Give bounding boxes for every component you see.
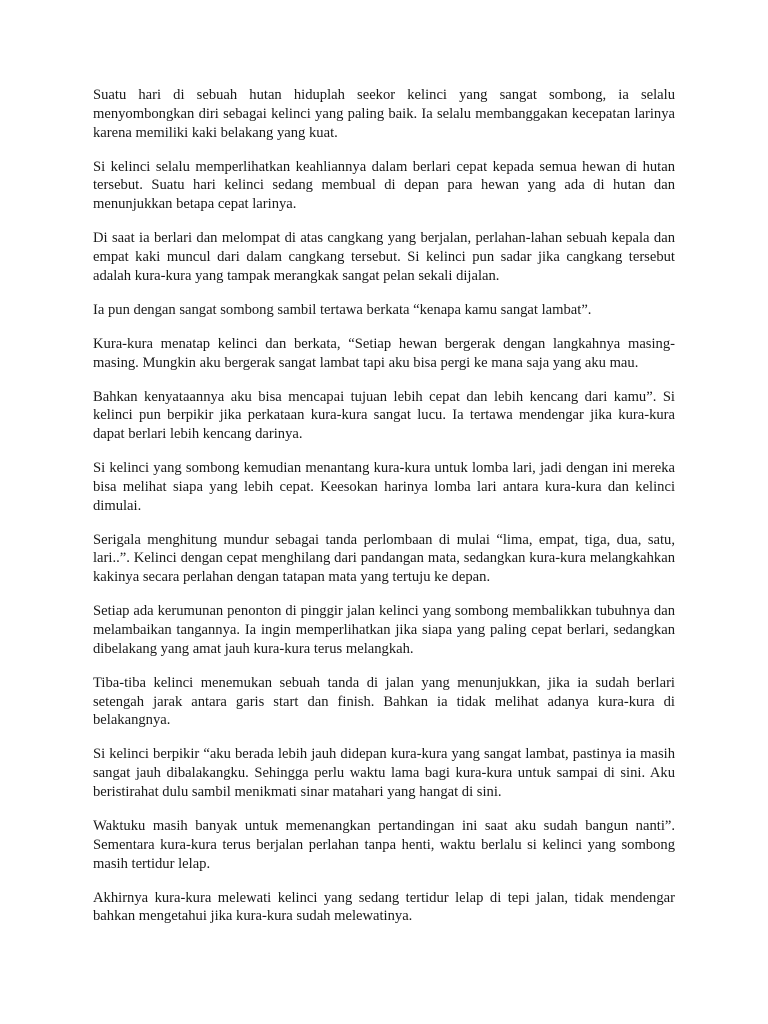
story-text xyxy=(93,86,675,941)
paragraph-10: Tiba-tiba kelinci menemukan sebuah tanda di jalan yang menunjukkan, jika ia sudah berlari setengah jarak antara garis start dan finish. Bahkan ia tidak melihat adanya kura-kura di belakangnya. xyxy=(93,674,675,729)
paragraph-7: Si kelinci yang sombong kemudian menantang kura-kura untuk lomba lari, jadi dengan ini mereka bisa melihat siapa yang lebih cepat. Keesokan harinya lomba lari antara kura-kura dan kelinci dimulai. xyxy=(93,460,675,514)
paragraph-8: Serigala menghitung mundur sebagai tanda perlombaan di mulai “lima, empat, tiga, dua, satu, lari..”. Kelinci dengan cepat menghilang dari pandangan mata, sedangkan kura-kura melangkahkan kakinya secara perlahan dengan tatapan mata yang tertuju ke depan. xyxy=(93,531,675,586)
paragraph-1: Suatu hari di sebuah hutan hiduplah seekor kelinci yang sangat sombong, ia selalu menyombongkan diri sebagai kelinci yang paling baik. Ia selalu membanggakan kecepatan larinya karena memiliki kaki belakang yang kuat. xyxy=(93,87,675,141)
paragraph-13: Akhirnya kura-kura melewati kelinci yang sedang tertidur lelap di tepi jalan, tidak mendengar bahkan mengetahui jika kura-kura sudah melewatinya. xyxy=(93,889,675,925)
paragraph-5: Kura-kura menatap kelinci dan berkata, “Setiap hewan bergerak dengan langkahnya masing-masing. Mungkin aku bergerak sangat lambat tapi aku bisa pergi ke mana saja yang aku mau. xyxy=(93,335,675,371)
paragraph-12: Waktuku masih banyak untuk memenangkan pertandingan ini saat aku sudah bangun nanti”. Sementara kura-kura terus berjalan perlahan tanpa henti, waktu berlalu si kelinci yang sombong masih tertidur lelap. xyxy=(93,817,675,872)
paragraph-2: Si kelinci selalu memperlihatkan keahliannya dalam berlari cepat kepada semua hewan di hutan tersebut. Suatu hari kelinci sedang membual di depan para hewan yang ada di hutan dan menunjukkan betapa cepat larinya. xyxy=(93,158,675,213)
paragraph-11: Si kelinci berpikir “aku berada lebih jauh didepan kura-kura yang sangat lambat, pastinya ia masih sangat jauh dibalakangku. Sehingga perlu waktu lama bagi kura-kura untuk sampai di sini. Aku beristirahat dulu sambil menikmati sinar matahari yang hangat di sini. xyxy=(93,746,675,800)
paragraph-6: Bahkan kenyataannya aku bisa mencapai tujuan lebih cepat dan lebih kencang dari kamu”. Si kelinci pun berpikir jika perkataan kura-kura sangat lucu. Ia tertawa mendengar jika kura-kura dapat berlari lebih kencang darinya. xyxy=(93,388,675,443)
paragraph-9: Setiap ada kerumunan penonton di pinggir jalan kelinci yang sombong membalikkan tubuhnya dan melambaikan tangannya. Ia ingin memperlihatkan jika siapa yang paling cepat berlari, sedangkan dibelakang yang amat jauh kura-kura terus melangkah. xyxy=(93,603,675,657)
paragraph-4: Ia pun dengan sangat sombong sambil tertawa berkata “kenapa kamu sangat lambat”. xyxy=(93,301,592,318)
paragraph-3: Di saat ia berlari dan melompat di atas cangkang yang berjalan, perlahan-lahan sebuah kepala dan empat kaki muncul dari dalam cangkang tersebut. Si kelinci pun sadar jika cangkang tersebut adalah kura-kura yang tampak merangkak sangat pelan sekali dijalan. xyxy=(93,230,675,284)
